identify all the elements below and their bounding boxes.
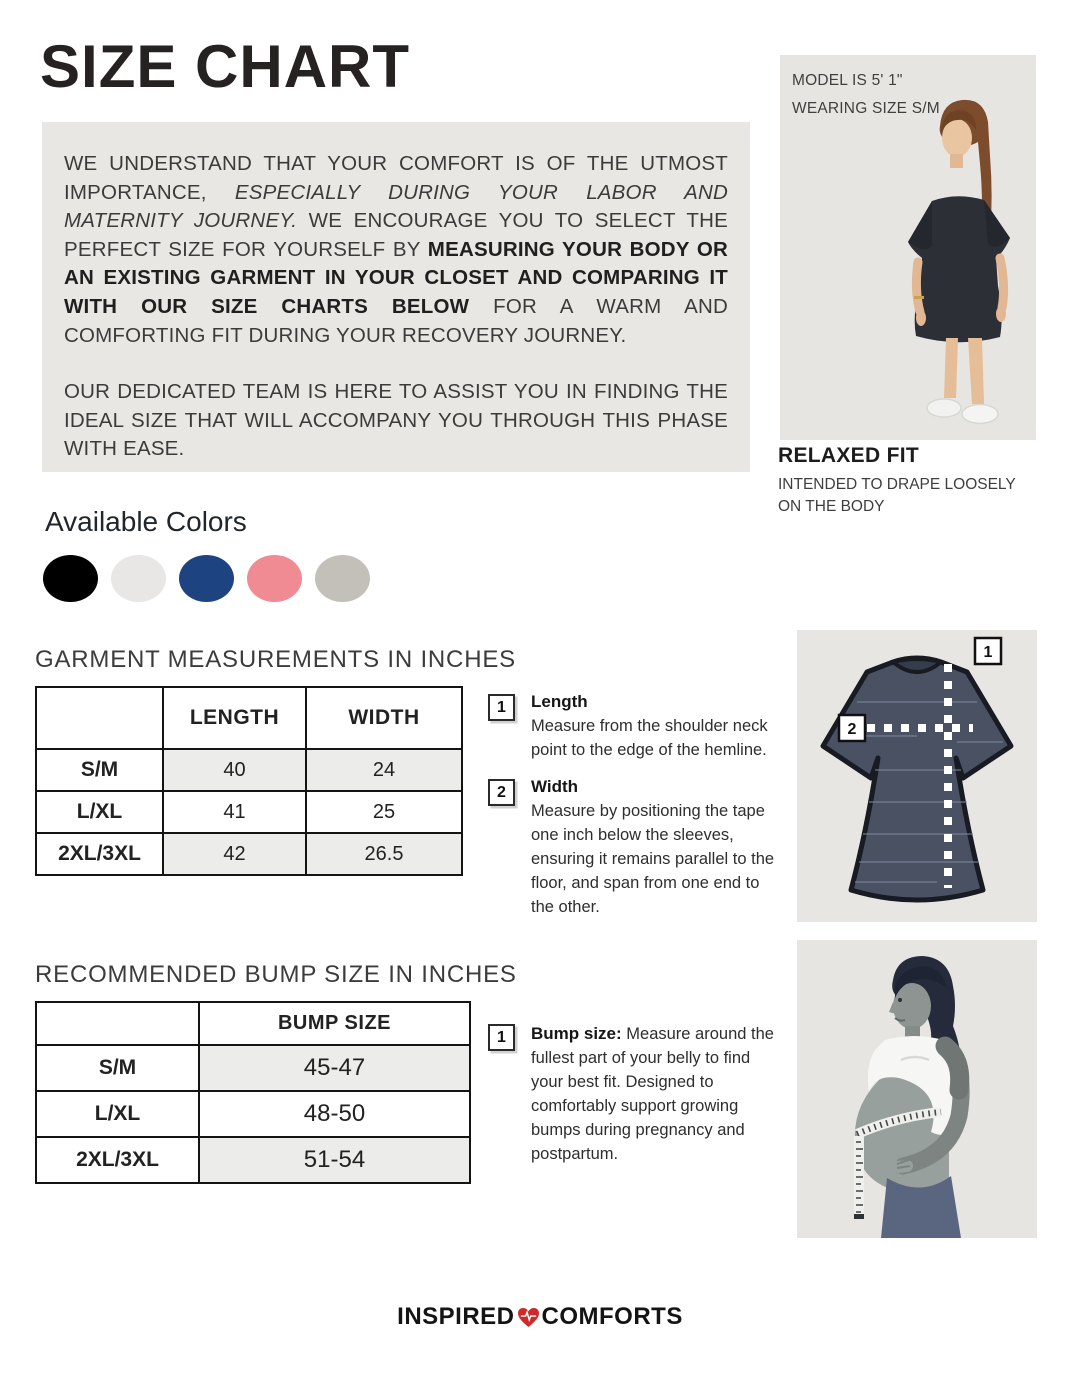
intro-paragraph-2: OUR DEDICATED TEAM IS HERE TO ASSIST YOU IN FINDING THE IDEAL SIZE THAT WILL ACCOMPANY YOU THROUGH THIS PHASE WITH EASE. bbox=[64, 380, 728, 461]
intro-text-panel bbox=[42, 122, 750, 472]
number-1-badge-icon: 1 bbox=[488, 694, 515, 721]
table-row bbox=[36, 749, 462, 791]
length-value: 42 bbox=[163, 833, 306, 875]
color-swatch-black bbox=[43, 555, 98, 602]
table-row bbox=[36, 791, 462, 833]
brand-logo bbox=[397, 1303, 683, 1331]
model-height-text: MODEL IS 5' 1" bbox=[792, 72, 903, 89]
intro-segment: WE ENCOURAGE YOU TO SELECT THE PERFECT SIZE FOR YOURSELF BY bbox=[64, 209, 728, 261]
intro-segment-bold: MEASURING YOUR BODY OR AN EXISTING GARMENT IN YOUR CLOSET AND COMPARING IT WITH OUR SIZE CHARTS BELOW bbox=[64, 237, 728, 318]
svg-text:1: 1 bbox=[983, 644, 993, 661]
number-1-badge-icon: 1 bbox=[488, 1024, 515, 1051]
color-swatch-row bbox=[43, 555, 370, 602]
instruction-text: Measure from the shoulder neck point to the edge of the hemline. bbox=[531, 717, 768, 759]
instruction-body bbox=[531, 777, 780, 919]
bump-size-value: 45-47 bbox=[199, 1045, 470, 1091]
relaxed-fit-desc: INTENDED TO DRAPE LOOSELY ON THE BODY bbox=[778, 476, 1016, 515]
length-value: 40 bbox=[163, 749, 306, 791]
diagram-badge-1-icon bbox=[975, 638, 1001, 664]
relaxed-fit-title: RELAXED FIT bbox=[778, 444, 919, 467]
length-value: 41 bbox=[163, 791, 306, 833]
brand-right-text: COMFORTS bbox=[541, 1303, 683, 1330]
size-label: L/XL bbox=[36, 1091, 199, 1137]
table-row bbox=[36, 1045, 470, 1091]
relaxed-fit-block bbox=[778, 444, 1040, 518]
table-row bbox=[36, 1137, 470, 1183]
instruction-title: Width bbox=[531, 777, 579, 796]
table-row bbox=[36, 833, 462, 875]
model-size-text: WEARING SIZE S/M bbox=[792, 100, 940, 117]
footer bbox=[0, 1303, 1080, 1331]
intro-segment-italic: ESPECIALLY DURING YOUR LABOR AND MATERNITY JOURNEY. bbox=[64, 180, 728, 233]
intro-segment: WE UNDERSTAND THAT YOUR COMFORT IS OF THE UTMOST IMPORTANCE, bbox=[64, 152, 728, 204]
heart-icon bbox=[517, 1307, 540, 1328]
table-corner-cell bbox=[36, 1002, 199, 1045]
bump-size-instruction bbox=[488, 1022, 780, 1166]
garment-measurements-heading: GARMENT MEASUREMENTS IN INCHES bbox=[35, 646, 516, 673]
bump-size-value: 48-50 bbox=[199, 1091, 470, 1137]
column-header-width: WIDTH bbox=[306, 687, 462, 749]
model-photo bbox=[884, 86, 1034, 436]
instruction-length bbox=[488, 692, 780, 762]
bump-size-heading: RECOMMENDED BUMP SIZE IN INCHES bbox=[35, 961, 517, 988]
pregnant-woman-panel bbox=[797, 940, 1037, 1238]
width-value: 25 bbox=[306, 791, 462, 833]
bump-size-value: 51-54 bbox=[199, 1137, 470, 1183]
instruction-title: Length bbox=[531, 692, 588, 711]
page-title: SIZE CHART bbox=[40, 33, 410, 100]
diagram-badge-2-icon bbox=[839, 715, 865, 741]
table-header-row bbox=[36, 1002, 470, 1045]
color-swatch-pink bbox=[247, 555, 302, 602]
number-2-badge-icon: 2 bbox=[488, 779, 515, 806]
color-swatch-navy bbox=[179, 555, 234, 602]
garment-measurements-table bbox=[35, 686, 463, 876]
measuring-instructions bbox=[488, 692, 780, 934]
instruction-text: Measure around the fullest part of your belly to find your best fit. Designed to comfortably support growing bumps during pregnancy and postpartum. bbox=[531, 1025, 774, 1163]
instruction-width bbox=[488, 777, 780, 919]
pregnant-woman-illustration bbox=[797, 940, 1037, 1238]
svg-text:2: 2 bbox=[847, 721, 857, 738]
width-value: 26.5 bbox=[306, 833, 462, 875]
available-colors-heading: Available Colors bbox=[45, 506, 247, 537]
table-header-row bbox=[36, 687, 462, 749]
column-header-length: LENGTH bbox=[163, 687, 306, 749]
column-header-bump-size: BUMP SIZE bbox=[199, 1002, 470, 1045]
size-label: L/XL bbox=[36, 791, 163, 833]
color-swatch-gray bbox=[315, 555, 370, 602]
instruction-body bbox=[531, 1022, 780, 1166]
garment-diagram-panel bbox=[797, 630, 1037, 922]
size-label: S/M bbox=[36, 1045, 199, 1091]
instruction-body bbox=[531, 692, 780, 762]
intro-paragraph-1 bbox=[64, 150, 728, 350]
size-label: 2XL/3XL bbox=[36, 1137, 199, 1183]
width-value: 24 bbox=[306, 749, 462, 791]
instruction-text: Measure by positioning the tape one inch below the sleeves, ensuring it remains parallel to the floor, and span from one end to the other. bbox=[531, 802, 775, 916]
instruction-title: Bump size: bbox=[531, 1024, 622, 1043]
bump-size-table bbox=[35, 1001, 471, 1184]
color-swatch-off-white bbox=[111, 555, 166, 602]
size-label: S/M bbox=[36, 749, 163, 791]
garment-diagram-illustration bbox=[797, 630, 1037, 922]
model-photo-panel bbox=[780, 55, 1036, 440]
intro-segment: FOR A WARM AND COMFORTING FIT DURING YOUR RECOVERY JOURNEY. bbox=[64, 294, 729, 347]
table-row bbox=[36, 1091, 470, 1137]
table-corner-cell bbox=[36, 687, 163, 749]
brand-left-text: INSPIRED bbox=[397, 1303, 515, 1330]
size-label: 2XL/3XL bbox=[36, 833, 163, 875]
